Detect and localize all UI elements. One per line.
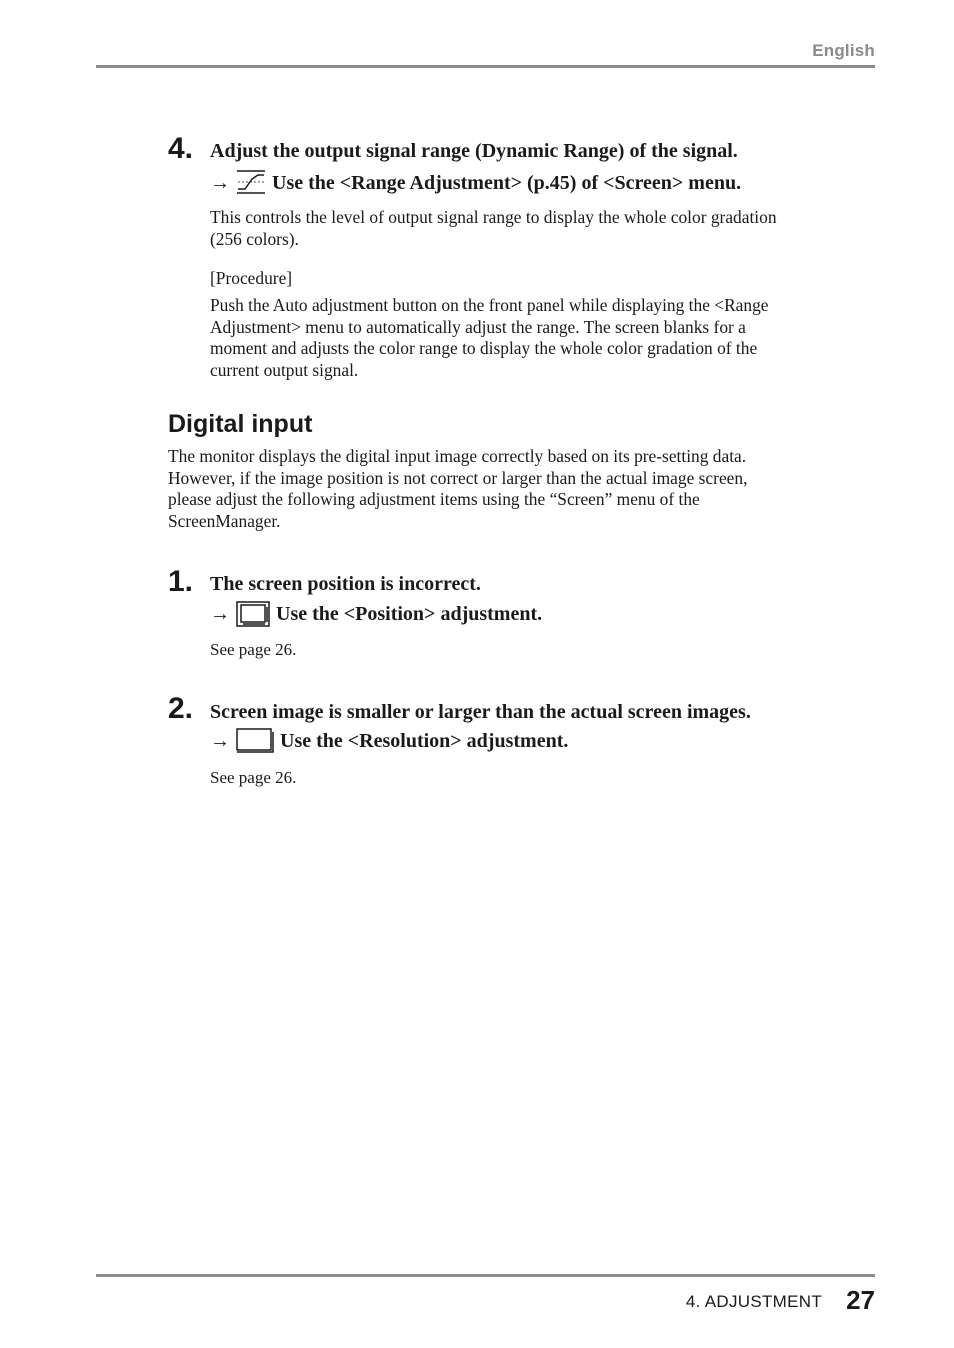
step-4-number: 4. — [168, 132, 194, 165]
text-line: please adjust the following adjustment items using the “Screen” menu of the — [168, 489, 700, 510]
step-4-instruction-line — [210, 166, 741, 200]
step-2-note: See page 26. — [210, 768, 297, 787]
text-line: This controls the level of output signal range to display the whole color gradation — [210, 207, 777, 227]
text-line: The monitor displays the digital input image correctly based on its pre-setting data. — [168, 446, 747, 466]
step-1-instruction-line — [210, 598, 542, 630]
text-line: (256 colors). — [210, 228, 299, 249]
step-1-note: See page 26. — [210, 640, 297, 659]
text-line: current output signal. — [210, 360, 359, 381]
step-4-title: Adjust the output signal range (Dynamic Range) of the signal. — [210, 140, 738, 162]
text-line: However, if the image position is not correct or larger than the actual image screen, — [168, 467, 748, 488]
position-icon — [236, 601, 270, 627]
step-4-instruction: Use the <Range Adjustment> (p.45) of <Screen> menu. — [272, 171, 742, 194]
section-heading: Digital input — [168, 410, 313, 438]
step-2-number: 2. — [168, 692, 194, 725]
text-line: ScreenManager. — [168, 511, 281, 532]
range-adjustment-icon — [236, 170, 266, 196]
page-number: 27 — [846, 1285, 875, 1315]
step-2-instruction: Use the <Resolution> adjustment. — [280, 729, 569, 752]
step-1-title: The screen position is incorrect. — [210, 573, 481, 595]
step-1-number: 1. — [168, 565, 194, 598]
step-2-title: Screen image is smaller or larger than the actual screen images. — [210, 701, 751, 723]
step-4-description — [210, 207, 777, 250]
step-1-instruction: Use the <Position> adjustment. — [276, 602, 543, 625]
text-line: moment and adjusts the color range to display the whole color gradation of the — [210, 338, 758, 359]
procedure-label: [Procedure] — [210, 268, 293, 288]
footer-section-label: 4. ADJUSTMENT — [685, 1292, 822, 1311]
digital-intro — [168, 446, 747, 533]
footer-rule — [96, 1274, 875, 1277]
arrow: → — [210, 171, 230, 194]
header-rule — [96, 65, 875, 68]
text-line: Push the Auto adjustment button on the front panel while displaying the <Range — [210, 295, 769, 315]
text-line: Adjustment> menu to automatically adjust the range. The screen blanks for a — [210, 316, 746, 337]
arrow: → — [210, 729, 230, 752]
language-label: English — [812, 41, 875, 60]
procedure-text — [210, 295, 769, 382]
arrow: → — [210, 602, 230, 625]
step-2-instruction-line — [210, 725, 568, 757]
resolution-icon — [236, 728, 274, 754]
